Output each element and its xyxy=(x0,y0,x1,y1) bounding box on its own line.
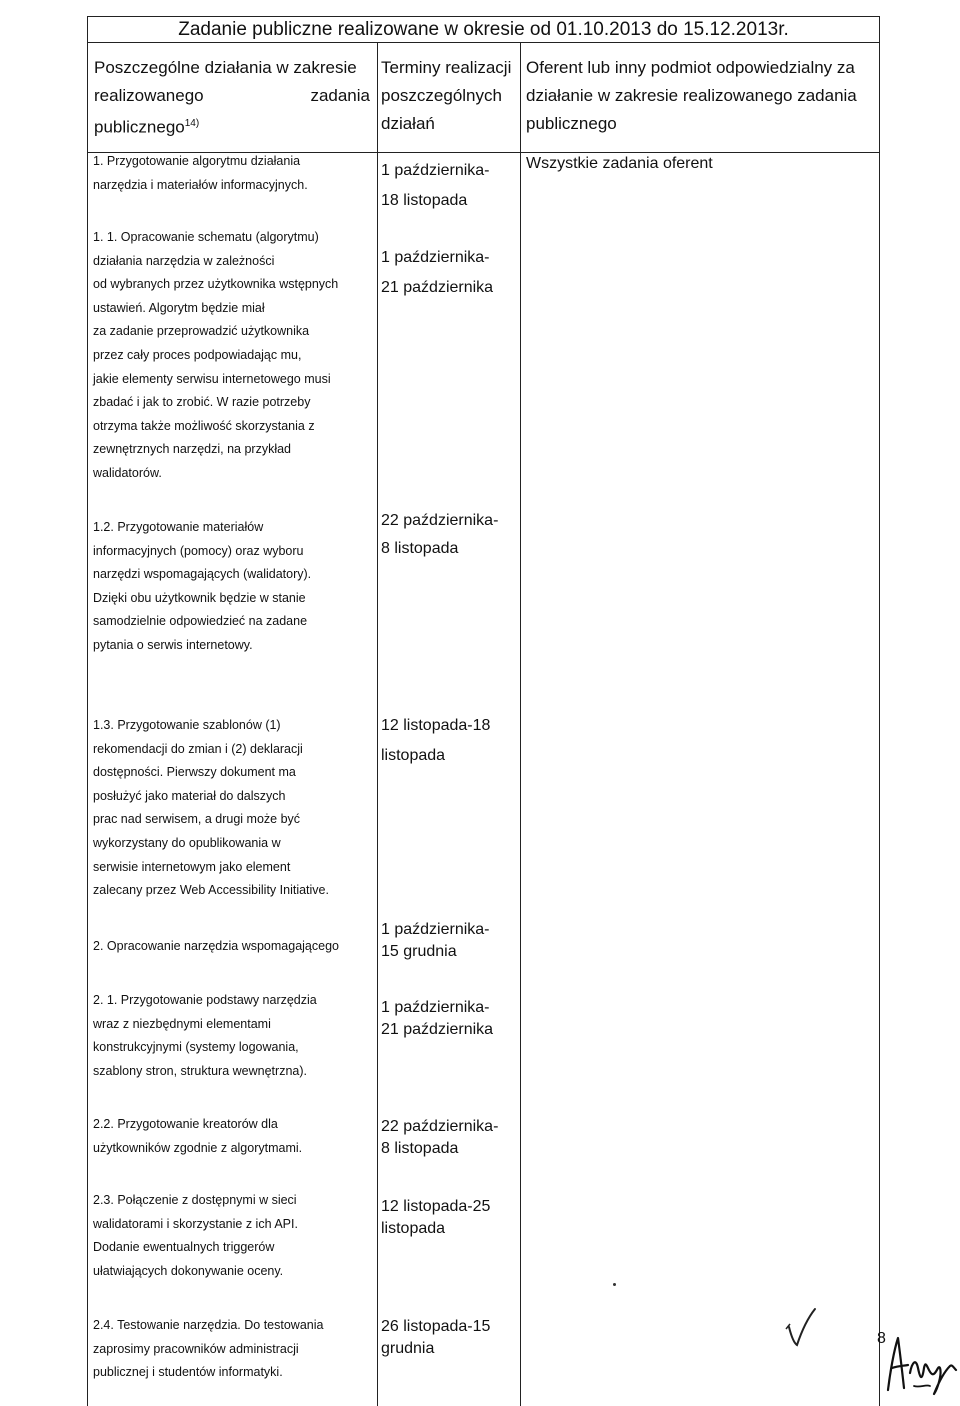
activity-line: konstrukcyjnymi (systemy logowania, xyxy=(93,1040,299,1055)
activity-line: 2.2. Przygotowanie kreatorów dla xyxy=(93,1117,278,1131)
activity-2-3 xyxy=(93,1189,378,1283)
term-line: 1 października- xyxy=(381,162,490,179)
header-terms-line: poszczególnych xyxy=(381,86,502,105)
activity-line: użytkowników zgodnie z algorytmami. xyxy=(93,1140,303,1155)
term-line: 22 października- xyxy=(381,512,499,529)
header-activities-text: publicznego xyxy=(94,117,185,137)
activity-2 xyxy=(93,935,378,959)
term-line: 1 października- xyxy=(381,999,490,1016)
check-mark-icon xyxy=(785,1305,829,1353)
activity-line: zbadać i jak to zrobić. W razie potrzeby xyxy=(93,395,311,410)
term-line: grudnia xyxy=(381,1340,435,1357)
activity-line: Dodanie ewentualnych triggerów xyxy=(93,1240,275,1255)
activity-line: posłużyć jako materiał do dalszych xyxy=(93,788,286,803)
activity-line: wraz z niezbędnymi elementami xyxy=(93,1016,271,1031)
term-2-2 xyxy=(381,1116,521,1160)
activity-1-3 xyxy=(93,714,378,903)
header-activities xyxy=(94,54,370,142)
term-line: listopada xyxy=(381,747,446,764)
activity-1-1 xyxy=(93,226,378,486)
activity-line: 1.3. Przygotowanie szablonów (1) xyxy=(93,718,281,732)
term-line: 26 listopada-15 xyxy=(381,1318,491,1335)
term-1-1 xyxy=(381,243,521,303)
activity-line: szablony stron, struktura wewnętrzna). xyxy=(93,1063,307,1078)
term-line: 12 listopada-18 xyxy=(381,717,491,734)
header-responsible-line: działanie w zakresie realizowanego zadania xyxy=(526,86,857,105)
signature-icon xyxy=(880,1328,960,1401)
stray-mark xyxy=(613,1283,616,1286)
activity-line: wykorzystany do opublikowania w xyxy=(93,835,281,850)
activity-line: ustawień. Algorytm będzie miał xyxy=(93,300,265,315)
activity-line: Dzięki obu użytkownik będzie w stanie xyxy=(93,590,306,605)
header-activities-line: realizowanego zadania xyxy=(94,86,370,105)
page-number: 8 xyxy=(877,1330,886,1347)
activity-line: samodzielnie odpowiedzieć na zadane xyxy=(93,614,308,629)
term-1-3 xyxy=(381,711,521,771)
activity-1-2 xyxy=(93,516,378,658)
activity-line: pytania o serwis internetowy. xyxy=(93,637,253,652)
term-line: 15 grudnia xyxy=(381,943,457,960)
header-activities-line xyxy=(94,110,370,142)
term-line: 1 października- xyxy=(381,249,490,266)
activity-line: zaprosimy pracowników administracji xyxy=(93,1341,299,1356)
title-divider xyxy=(87,42,880,43)
activity-line: 1. Przygotowanie algorytmu działania xyxy=(93,154,301,168)
activity-2-1 xyxy=(93,989,378,1083)
term-2-1 xyxy=(381,997,521,1041)
activity-line: przez cały proces podpowiadając mu, xyxy=(93,347,302,362)
header-responsible xyxy=(526,54,876,138)
activity-line: 1. 1. Opracowanie schematu (algorytmu) xyxy=(93,230,319,244)
activity-line: walidatorami i skorzystanie z ich API. xyxy=(93,1216,298,1231)
term-line: 8 listopada xyxy=(381,540,459,557)
activity-line: publicznej i studentów informatyki. xyxy=(93,1365,283,1380)
header-terms-line: działań xyxy=(381,114,435,133)
term-1 xyxy=(381,156,521,216)
header-responsible-line: publicznego xyxy=(526,114,617,133)
term-line: 18 listopada xyxy=(381,192,468,209)
term-2-3 xyxy=(381,1196,521,1240)
header-terms-line: Terminy realizacji xyxy=(381,58,512,77)
activity-line: informacyjnych (pomocy) oraz wyboru xyxy=(93,543,304,558)
activity-line: otrzyma także możliwość skorzystania z xyxy=(93,418,315,433)
responsible-1: Wszystkie zadania oferent xyxy=(526,155,713,172)
term-line: 8 listopada xyxy=(381,1140,459,1157)
activity-line: rekomendacji do zmian i (2) deklaracji xyxy=(93,741,303,756)
activity-line: za zadanie przeprowadzić użytkownika xyxy=(93,324,310,339)
activity-line: 2.4. Testowanie narzędzia. Do testowania xyxy=(93,1318,324,1332)
term-1-2 xyxy=(381,507,521,563)
activity-line: od wybranych przez użytkownika wstępnych xyxy=(93,277,339,292)
header-terms xyxy=(381,54,517,138)
footnote-marker: 14) xyxy=(184,118,200,129)
activity-1 xyxy=(93,150,378,197)
activity-line: zewnętrznych narzędzi, na przykład xyxy=(93,442,292,457)
term-line: 21 października xyxy=(381,279,494,296)
term-line: 21 października xyxy=(381,1021,494,1038)
term-line: 22 października- xyxy=(381,1118,499,1135)
activity-line: 2. 1. Przygotowanie podstawy narzędzia xyxy=(93,993,317,1007)
activity-line: jakie elementy serwisu internetowego musi xyxy=(93,371,331,386)
activity-line: ułatwiających dokonywanie oceny. xyxy=(93,1263,284,1278)
activity-line: 2. Opracowanie narzędzia wspomagającego xyxy=(93,939,339,953)
table-title: Zadanie publiczne realizowane w okresie od 01.10.2013 do 15.12.2013r. xyxy=(178,19,789,40)
term-line: 1 października- xyxy=(381,921,490,938)
activity-line: walidatorów. xyxy=(93,465,162,480)
term-line: listopada xyxy=(381,1220,446,1237)
activity-line: 1.2. Przygotowanie materiałów xyxy=(93,520,264,534)
activity-line: dostępności. Pierwszy dokument ma xyxy=(93,765,296,780)
header-activities-line: Poszczególne działania w zakresie xyxy=(94,58,357,77)
header-responsible-line: Oferent lub inny podmiot odpowiedzialny za xyxy=(526,58,855,77)
term-2 xyxy=(381,919,521,963)
activity-line: prac nad serwisem, a drugi może być xyxy=(93,812,301,827)
activity-2-4 xyxy=(93,1314,378,1385)
activity-line: działania narzędzia w zależności xyxy=(93,253,275,268)
activity-2-2 xyxy=(93,1113,378,1160)
activity-line: serwisie internetowym jako element xyxy=(93,859,291,874)
activity-line: narzędzia i materiałów informacyjnych. xyxy=(93,177,308,192)
term-2-4 xyxy=(381,1316,521,1360)
activity-line: 2.3. Połączenie z dostępnymi w sieci xyxy=(93,1193,297,1207)
term-line: 12 listopada-25 xyxy=(381,1198,491,1215)
activity-line: zalecany przez Web Accessibility Initiative. xyxy=(93,883,329,898)
activity-line: narzędzi wspomagających (walidatory). xyxy=(93,567,312,582)
